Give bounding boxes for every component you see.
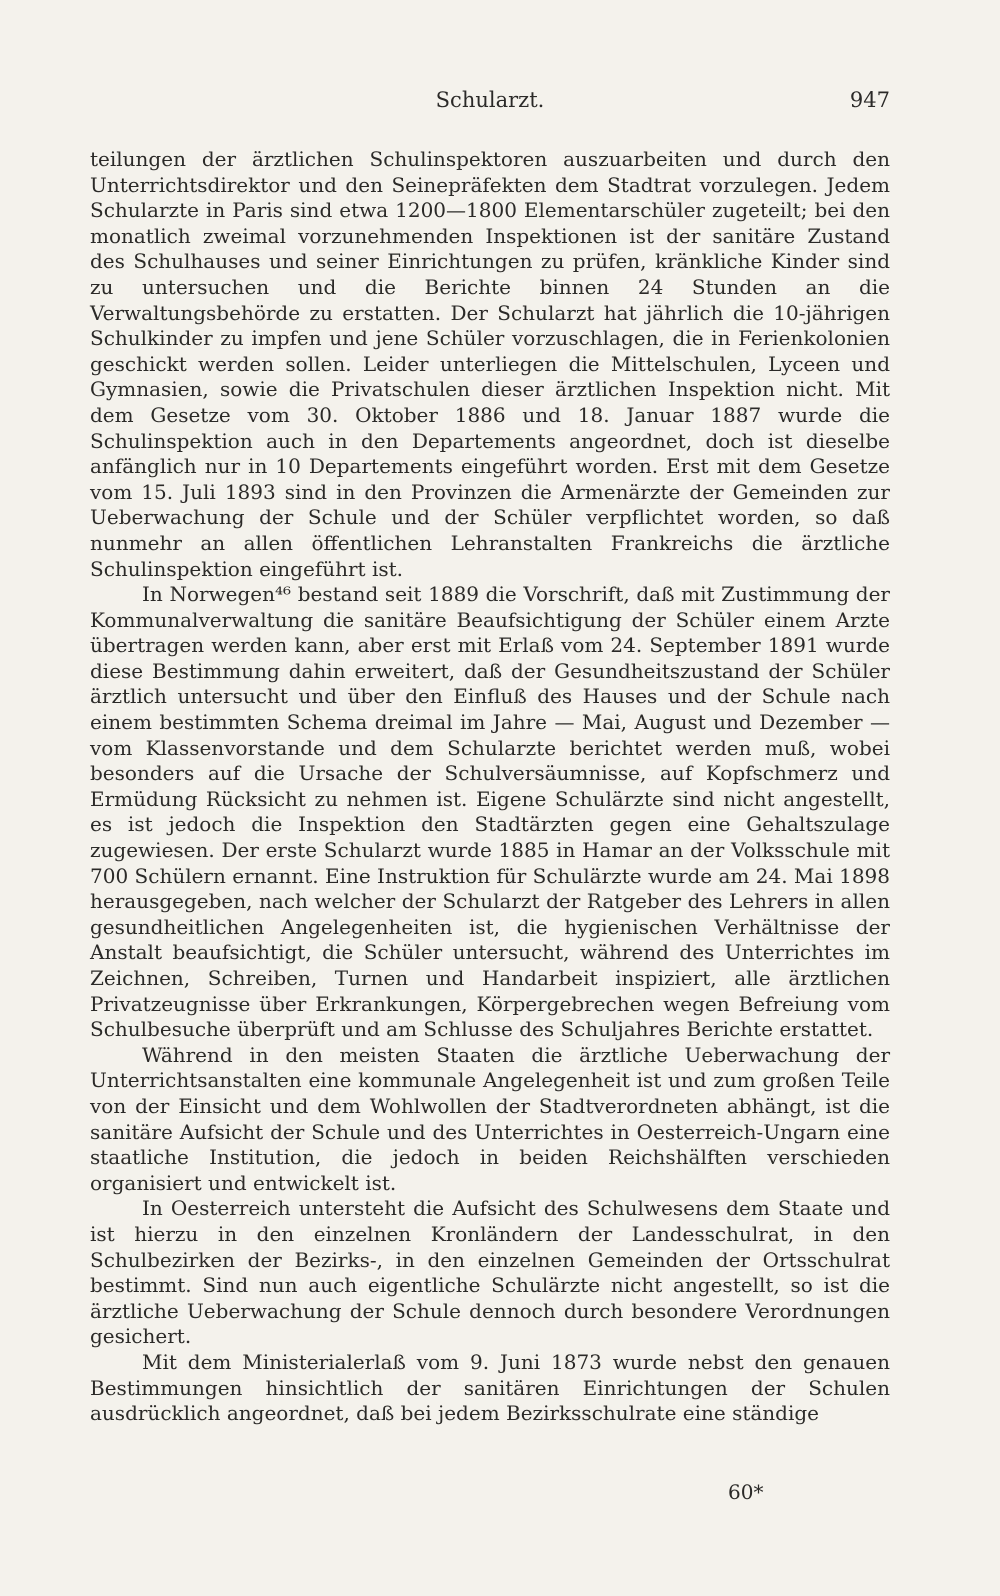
paragraph-oesterreich: In Oesterreich untersteht die Aufsicht des Schulwesens dem Staate und ist hierzu in den einzelnen Kronländern der Landesschulrat, in den Schulbezirken der Bezirks-, in den einzelnen Gemeinden der Ortsschulrat bestimmt. Sind nun auch eigentliche Schulärzte nicht angestellt, so ist die ärztliche Ueberwachung der Schule dennoch durch besondere Verordnungen gesichert.	[90, 1196, 890, 1349]
paragraph-france-continued: teilungen der ärztlichen Schulinspektoren auszuarbeiten und durch den Unterrichtsdirektor und den Seinepräfekten dem Stadtrat vorzulegen. Jedem Schularzte in Paris sind etwa 1200—1800 Elementarschüler zugeteilt; bei den monatlich zweimal vorzunehmenden Inspektionen ist der sanitäre Zustand des Schulhauses und seiner Einrichtungen zu prüfen, kränkliche Kinder sind zu untersuchen und die Berichte binnen 24 Stunden an die Verwaltungsbehörde zu erstatten. Der Schularzt hat jährlich die 10-jährigen Schulkinder zu impfen und jene Schüler vorzuschlagen, die in Ferienkolonien geschickt werden sollen. Leider unterliegen die Mittelschulen, Lyceen und Gymnasien, sowie die Privatschulen dieser ärztlichen Inspektion nicht. Mit dem Gesetze vom 30. Oktober 1886 und 18. Januar 1887 wurde die Schulinspektion auch in den Departements angeordnet, doch ist dieselbe anfänglich nur in 10 Departements eingeführt worden. Erst mit dem Gesetze vom 15. Juli 1893 sind in den Provinzen die Armenärzte der Gemeinden zur Ueberwachung der Schule und der Schüler verpflichtet worden, so daß nunmehr an allen öffentlichen Lehranstalten Frankreichs die ärztliche Schulinspektion eingeführt ist.	[90, 147, 890, 581]
running-title: Schularzt.	[435, 88, 545, 112]
page-number: 947	[849, 88, 890, 112]
paragraph-oesterreich-ungarn: Während in den meisten Staaten die ärztliche Ueberwachung der Unterrichtsanstalten eine kommunale Angelegenheit ist und zum großen Teile von der Einsicht und dem Wohlwollen der Stadtverordneten abhängt, ist die sanitäre Aufsicht der Schule und des Unterrichtes in Oesterreich-Ungarn eine staatliche Institution, die jedoch in beiden Reichshälften verschieden organisiert und entwickelt ist.	[90, 1042, 890, 1195]
running-head	[90, 88, 890, 118]
paragraph-ministerialerlass: Mit dem Ministerialerlaß vom 9. Juni 1873 wurde nebst den genauen Bestimmungen hinsichtlich der sanitären Einrichtungen der Schulen ausdrücklich angeordnet, daß bei jedem Bezirksschulrate eine ständige	[90, 1349, 890, 1426]
body-text	[90, 147, 890, 1427]
signature-mark: 60*	[728, 1480, 764, 1504]
paragraph-norwegen: In Norwegen⁴⁶ bestand seit 1889 die Vorschrift, daß mit Zustimmung der Kommunalverwaltung die sanitäre Beaufsichtigung der Schüler einem Arzte übertragen werden kann, aber erst mit Erlaß vom 24. September 1891 wurde diese Bestimmung dahin erweitert, daß der Gesundheitszustand der Schüler ärztlich untersucht und über den Einfluß des Hauses und der Schule nach einem bestimmten Schema dreimal im Jahre — Mai, August und Dezember — vom Klassenvorstande und dem Schularzte berichtet werden muß, wobei besonders auf die Ursache der Schulversäumnisse, auf Kopfschmerz und Ermüdung Rücksicht zu nehmen ist. Eigene Schulärzte sind nicht angestellt, es ist jedoch die Inspektion den Stadtärzten gegen eine Gehaltszulage zugewiesen. Der erste Schularzt wurde 1885 in Hamar an der Volksschule mit 700 Schülern ernannt. Eine Instruktion für Schulärzte wurde am 24. Mai 1898 herausgegeben, nach welcher der Schularzt der Ratgeber des Lehrers in allen gesundheitlichen Angelegenheiten ist, die hygienischen Verhältnisse der Anstalt beaufsichtigt, die Schüler untersucht, während des Unterrichtes im Zeichnen, Schreiben, Turnen und Handarbeit inspiziert, alle ärztlichen Privatzeugnisse über Erkrankungen, Körpergebrechen wegen Befreiung vom Schulbesuche überprüft und am Schlusse des Schuljahres Berichte erstattet.	[90, 582, 890, 1042]
